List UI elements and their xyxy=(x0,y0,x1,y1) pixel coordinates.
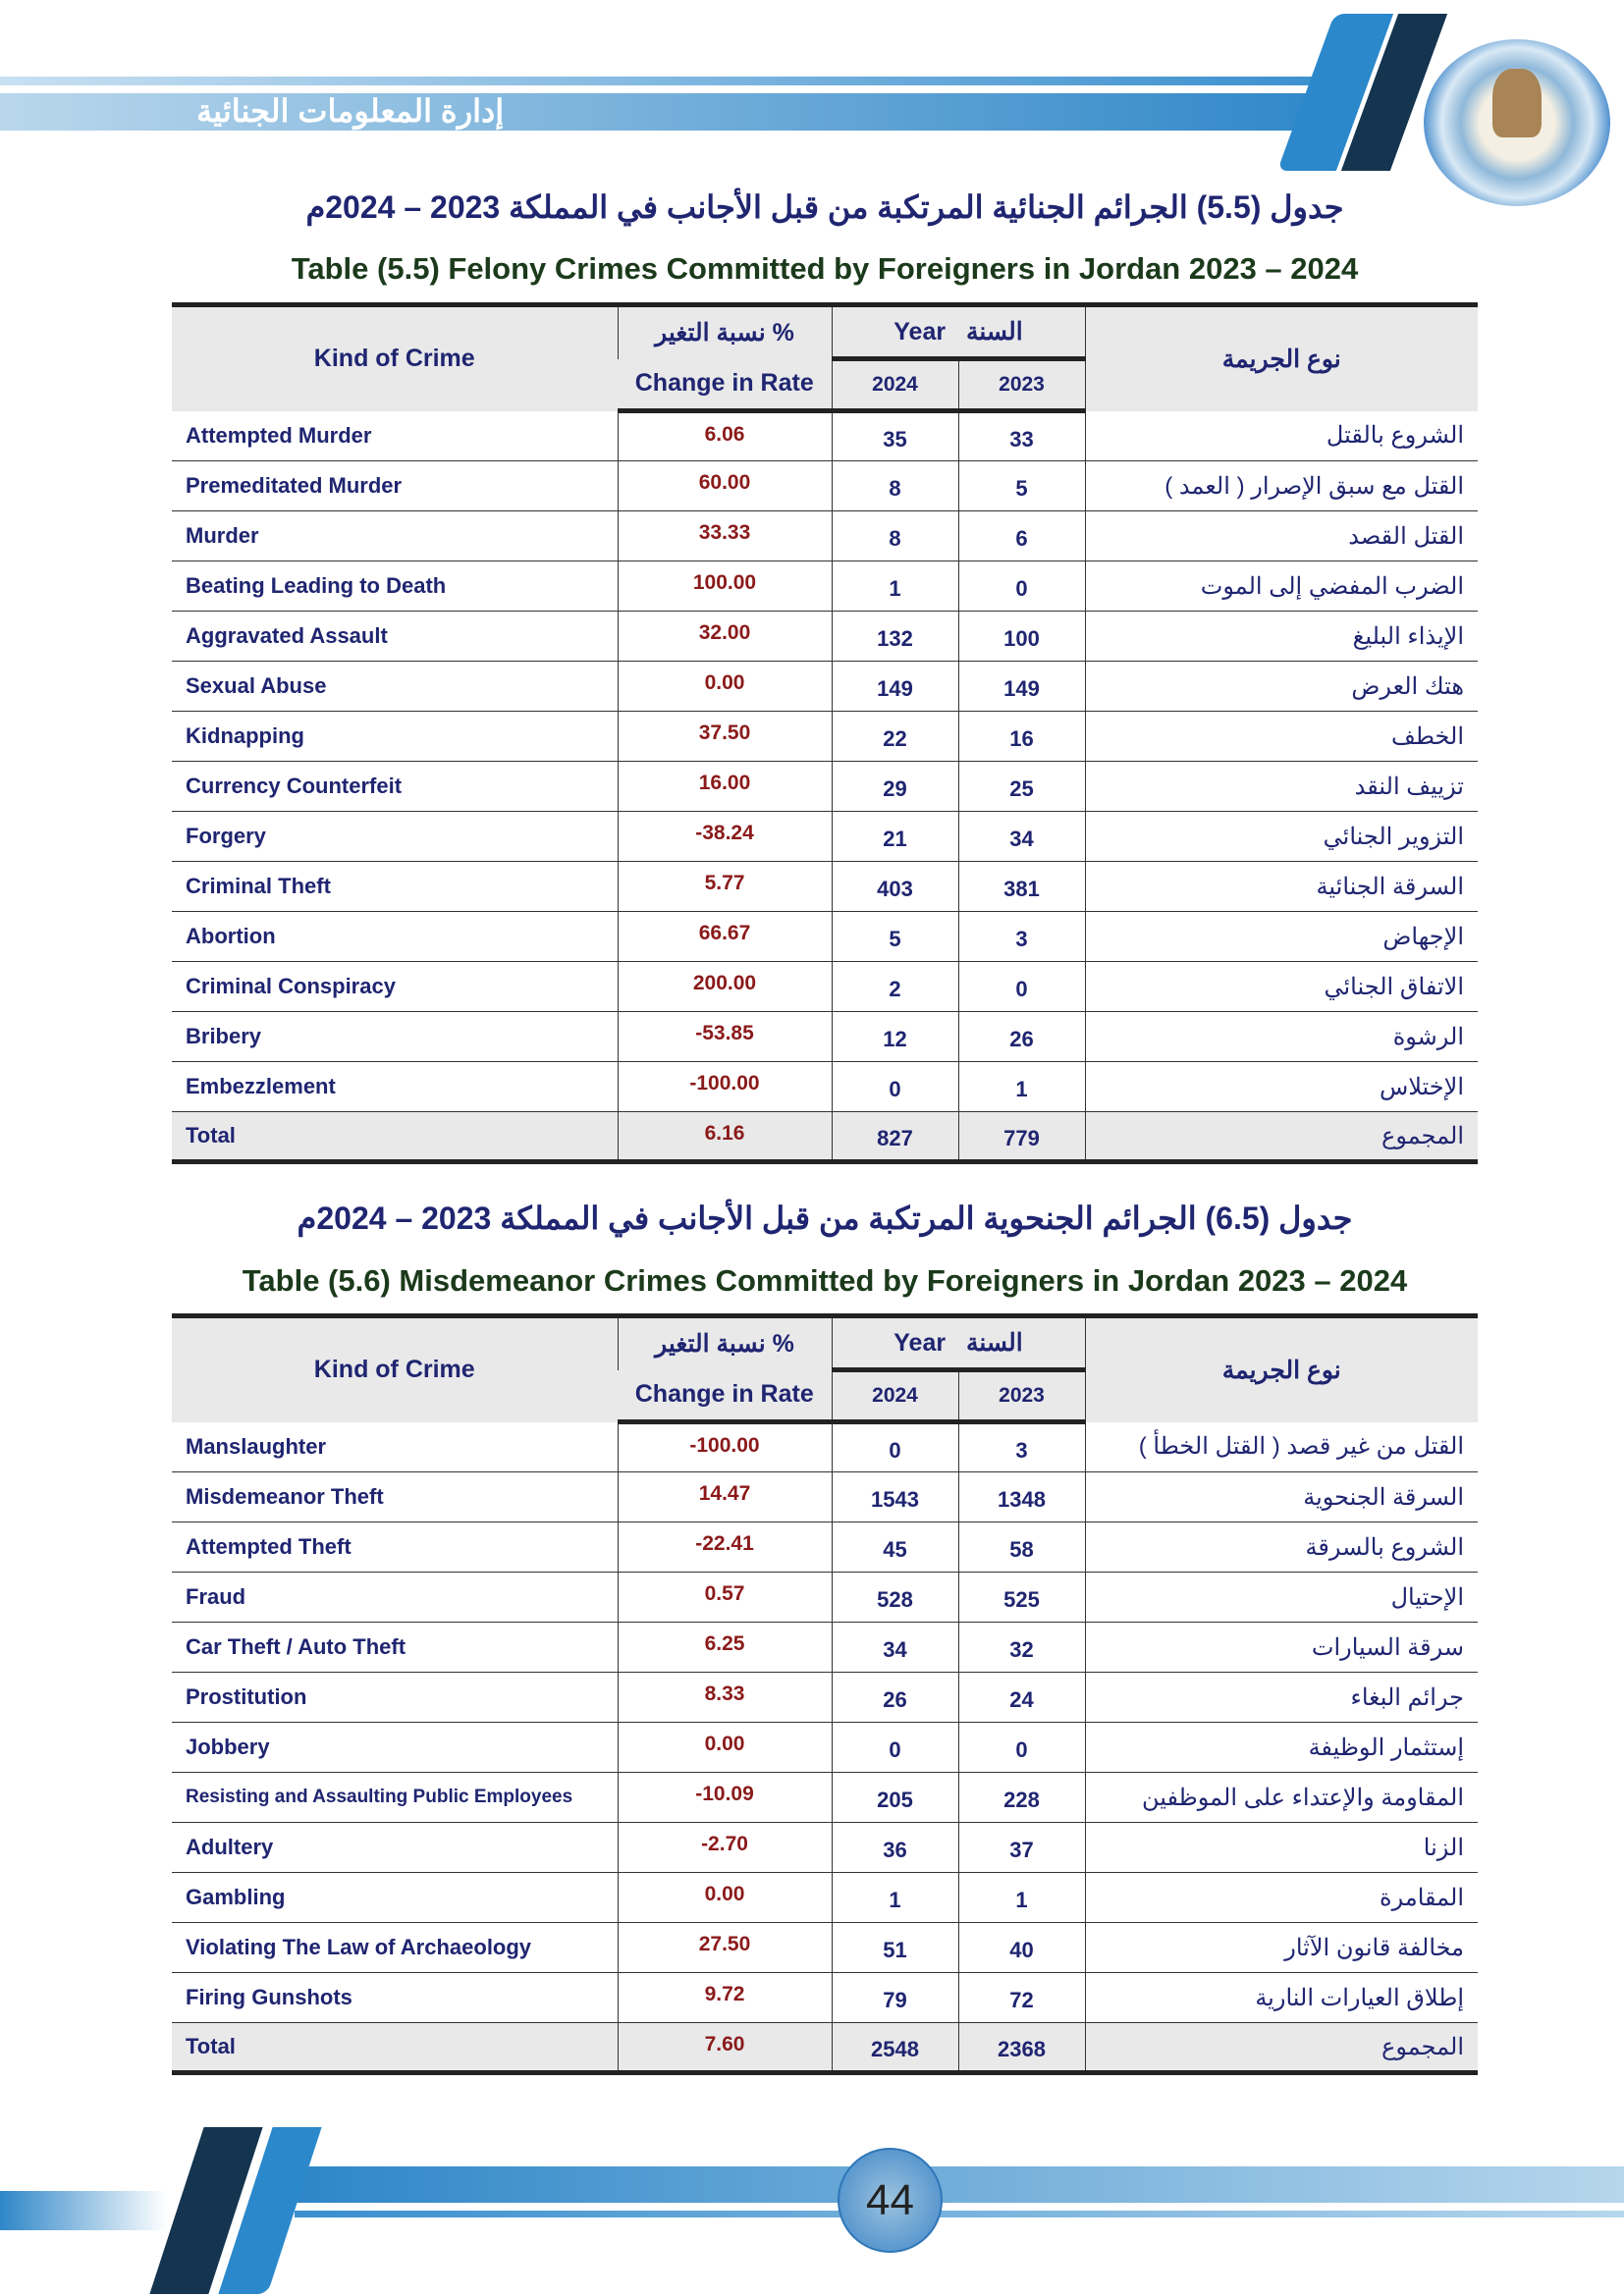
crime-name-en: Misdemeanor Theft xyxy=(172,1472,618,1522)
value-2023: 72 xyxy=(958,1973,1085,2023)
table1-title-ar: جدول (5.5) الجرائم الجنائية المرتكبة من قبل الأجانب في المملكة 2023 – 2024م xyxy=(305,189,1344,225)
value-2023: 26 xyxy=(958,1012,1085,1062)
crime-name-ar: المجموع xyxy=(1085,1112,1478,1162)
footer-stripe xyxy=(295,2211,1624,2217)
crime-name-en: Total xyxy=(172,1112,618,1162)
crime-name-ar: الرشوة xyxy=(1085,1012,1478,1062)
value-2024: 0 xyxy=(832,1723,958,1773)
change-rate: -22.41 xyxy=(618,1522,832,1573)
header-rate-ar: نسبة التغير % xyxy=(618,305,832,359)
value-2024: 22 xyxy=(832,712,958,762)
change-rate: 200.00 xyxy=(618,962,832,1012)
crime-name-en: Aggravated Assault xyxy=(172,612,618,662)
crime-name-ar: الاتفاق الجنائي xyxy=(1085,962,1478,1012)
value-2024: 34 xyxy=(832,1623,958,1673)
crime-name-ar: القتل من غير قصد ( القتل الخطأ ) xyxy=(1085,1422,1478,1472)
header-stripe xyxy=(0,77,1345,85)
table-row xyxy=(172,612,1478,662)
crime-name-ar: القتل القصد xyxy=(1085,511,1478,561)
department-title: إدارة المعلومات الجنائية xyxy=(196,93,505,129)
change-rate: 37.50 xyxy=(618,712,832,762)
crime-name-ar: القتل مع سبق الإصرار ( العمد ) xyxy=(1085,461,1478,511)
crime-name-ar: الشروع بالقتل xyxy=(1085,411,1478,461)
table-row xyxy=(172,1062,1478,1112)
header-year-en: Year xyxy=(893,1329,947,1357)
header-year-ar: السنة xyxy=(965,318,1023,346)
value-2024: 1543 xyxy=(832,1472,958,1522)
crime-name-ar: الخطف xyxy=(1085,712,1478,762)
crime-name-ar: السرقة الجنحوية xyxy=(1085,1472,1478,1522)
change-rate: 27.50 xyxy=(618,1923,832,1973)
crime-name-en: Attempted Theft xyxy=(172,1522,618,1573)
header-2023: 2023 xyxy=(958,1370,1085,1422)
change-rate: -100.00 xyxy=(618,1062,832,1112)
value-2023: 6 xyxy=(958,511,1085,561)
crime-name-ar: الضرب المفضي إلى الموت xyxy=(1085,561,1478,612)
value-2024: 36 xyxy=(832,1823,958,1873)
table2-title-en: Table (5.6) Misdemeanor Crimes Committed by Foreigners in Jordan 2023 – 2024 xyxy=(242,1263,1408,1298)
change-rate: -38.24 xyxy=(618,812,832,862)
crime-name-en: Jobbery xyxy=(172,1723,618,1773)
value-2024: 528 xyxy=(832,1573,958,1623)
change-rate: 16.00 xyxy=(618,762,832,812)
crime-name-en: Beating Leading to Death xyxy=(172,561,618,612)
crime-name-ar: الإختلاس xyxy=(1085,1062,1478,1112)
value-2024: 132 xyxy=(832,612,958,662)
change-rate: 6.16 xyxy=(618,1112,832,1162)
value-2024: 205 xyxy=(832,1773,958,1823)
header-2024: 2024 xyxy=(832,1370,958,1422)
value-2024: 1 xyxy=(832,561,958,612)
value-2023: 58 xyxy=(958,1522,1085,1573)
header-rate-ar: نسبة التغير % xyxy=(618,1316,832,1370)
crime-name-ar: الإيذاء البليغ xyxy=(1085,612,1478,662)
value-2024: 8 xyxy=(832,461,958,511)
crime-name-ar: جرائم البغاء xyxy=(1085,1673,1478,1723)
crime-name-en: Kidnapping xyxy=(172,712,618,762)
change-rate: 5.77 xyxy=(618,862,832,912)
change-rate: 0.00 xyxy=(618,1723,832,1773)
value-2023: 149 xyxy=(958,662,1085,712)
table-row xyxy=(172,762,1478,812)
change-rate: 8.33 xyxy=(618,1673,832,1723)
table-row xyxy=(172,1012,1478,1062)
header-2023: 2023 xyxy=(958,359,1085,411)
footer-stripe xyxy=(0,2191,167,2230)
crime-name-ar: إستثمار الوظيفة xyxy=(1085,1723,1478,1773)
value-2024: 5 xyxy=(832,912,958,962)
value-2023: 0 xyxy=(958,1723,1085,1773)
change-rate: 14.47 xyxy=(618,1472,832,1522)
crime-name-en: Fraud xyxy=(172,1573,618,1623)
total-row xyxy=(172,2023,1478,2073)
value-2024: 1 xyxy=(832,1873,958,1923)
value-2024: 51 xyxy=(832,1923,958,1973)
value-2024: 45 xyxy=(832,1522,958,1573)
value-2023: 228 xyxy=(958,1773,1085,1823)
value-2024: 827 xyxy=(832,1112,958,1162)
crime-name-en: Resisting and Assaulting Public Employees xyxy=(172,1773,618,1823)
table-row xyxy=(172,561,1478,612)
value-2023: 5 xyxy=(958,461,1085,511)
header-year xyxy=(832,305,1085,359)
table-row xyxy=(172,461,1478,511)
crime-name-ar: المقاومة والإعتداء على الموظفين xyxy=(1085,1773,1478,1823)
value-2023: 381 xyxy=(958,862,1085,912)
value-2024: 2 xyxy=(832,962,958,1012)
value-2024: 79 xyxy=(832,1973,958,2023)
table-row xyxy=(172,1573,1478,1623)
crime-name-en: Currency Counterfeit xyxy=(172,762,618,812)
crime-name-en: Prostitution xyxy=(172,1673,618,1723)
table-row xyxy=(172,1873,1478,1923)
crime-name-ar: الإجهاض xyxy=(1085,912,1478,962)
value-2023: 0 xyxy=(958,962,1085,1012)
header-kind-ar: نوع الجريمة xyxy=(1085,305,1478,411)
change-rate: 33.33 xyxy=(618,511,832,561)
crime-name-en: Firing Gunshots xyxy=(172,1973,618,2023)
table-row xyxy=(172,511,1478,561)
crime-name-ar: إطلاق العيارات النارية xyxy=(1085,1973,1478,2023)
footer-bar xyxy=(295,2166,1624,2203)
header-year xyxy=(832,1316,1085,1370)
misdemeanor-table xyxy=(172,1313,1478,2075)
crime-name-ar: الزنا xyxy=(1085,1823,1478,1873)
header-rate-en: Change in Rate xyxy=(618,359,832,411)
eagle-icon xyxy=(1492,69,1542,137)
header-2024: 2024 xyxy=(832,359,958,411)
table1-title-en: Table (5.5) Felony Crimes Committed by Foreigners in Jordan 2023 – 2024 xyxy=(291,251,1359,286)
crime-name-en: Premeditated Murder xyxy=(172,461,618,511)
table-row xyxy=(172,962,1478,1012)
value-2023: 33 xyxy=(958,411,1085,461)
value-2023: 40 xyxy=(958,1923,1085,1973)
value-2024: 149 xyxy=(832,662,958,712)
crime-name-en: Manslaughter xyxy=(172,1422,618,1472)
crime-name-ar: تزييف النقد xyxy=(1085,762,1478,812)
change-rate: 6.06 xyxy=(618,411,832,461)
total-row xyxy=(172,1112,1478,1162)
crime-name-en: Adultery xyxy=(172,1823,618,1873)
table-row xyxy=(172,1472,1478,1522)
header-year-en: Year xyxy=(893,318,947,346)
change-rate: -53.85 xyxy=(618,1012,832,1062)
crime-name-en: Attempted Murder xyxy=(172,411,618,461)
page-number: 44 xyxy=(838,2148,943,2253)
change-rate: 7.60 xyxy=(618,2023,832,2073)
table-row xyxy=(172,1422,1478,1472)
crime-name-en: Criminal Theft xyxy=(172,862,618,912)
table-row xyxy=(172,1673,1478,1723)
change-rate: 60.00 xyxy=(618,461,832,511)
value-2023: 1 xyxy=(958,1062,1085,1112)
table-row xyxy=(172,1823,1478,1873)
value-2023: 34 xyxy=(958,812,1085,862)
value-2023: 3 xyxy=(958,1422,1085,1472)
value-2024: 26 xyxy=(832,1673,958,1723)
value-2023: 1 xyxy=(958,1873,1085,1923)
crime-name-en: Bribery xyxy=(172,1012,618,1062)
change-rate: 0.00 xyxy=(618,1873,832,1923)
value-2024: 0 xyxy=(832,1062,958,1112)
crime-name-en: Total xyxy=(172,2023,618,2073)
table-row xyxy=(172,1723,1478,1773)
value-2023: 32 xyxy=(958,1623,1085,1673)
change-rate: -2.70 xyxy=(618,1823,832,1873)
crime-name-ar: سرقة السيارات xyxy=(1085,1623,1478,1673)
value-2024: 21 xyxy=(832,812,958,862)
value-2023: 525 xyxy=(958,1573,1085,1623)
value-2023: 1348 xyxy=(958,1472,1085,1522)
change-rate: 9.72 xyxy=(618,1973,832,2023)
header-kind-ar: نوع الجريمة xyxy=(1085,1316,1478,1422)
table-row xyxy=(172,411,1478,461)
table-row xyxy=(172,812,1478,862)
crime-name-en: Car Theft / Auto Theft xyxy=(172,1623,618,1673)
table-row xyxy=(172,912,1478,962)
table-row xyxy=(172,1522,1478,1573)
value-2023: 24 xyxy=(958,1673,1085,1723)
value-2024: 2548 xyxy=(832,2023,958,2073)
header-kind-en: Kind of Crime xyxy=(172,305,618,411)
value-2023: 37 xyxy=(958,1823,1085,1873)
table-row xyxy=(172,1623,1478,1673)
crime-name-ar: الشروع بالسرقة xyxy=(1085,1522,1478,1573)
value-2023: 2368 xyxy=(958,2023,1085,2073)
crime-name-en: Gambling xyxy=(172,1873,618,1923)
header-year-ar: السنة xyxy=(965,1329,1023,1357)
felony-table xyxy=(172,302,1478,1164)
crime-name-ar: الإحتيال xyxy=(1085,1573,1478,1623)
change-rate: 0.57 xyxy=(618,1573,832,1623)
value-2024: 0 xyxy=(832,1422,958,1472)
value-2023: 0 xyxy=(958,561,1085,612)
change-rate: 0.00 xyxy=(618,662,832,712)
change-rate: 100.00 xyxy=(618,561,832,612)
crime-name-en: Embezzlement xyxy=(172,1062,618,1112)
header-rate-en: Change in Rate xyxy=(618,1370,832,1422)
change-rate: 66.67 xyxy=(618,912,832,962)
value-2023: 779 xyxy=(958,1112,1085,1162)
value-2024: 403 xyxy=(832,862,958,912)
change-rate: 6.25 xyxy=(618,1623,832,1673)
table-row xyxy=(172,662,1478,712)
crime-name-ar: هتك العرض xyxy=(1085,662,1478,712)
crime-name-ar: المجموع xyxy=(1085,2023,1478,2073)
crime-name-en: Forgery xyxy=(172,812,618,862)
crime-name-en: Sexual Abuse xyxy=(172,662,618,712)
value-2024: 29 xyxy=(832,762,958,812)
table2-title-ar: جدول (6.5) الجرائم الجنحوية المرتكبة من قبل الأجانب في المملكة 2023 – 2024م xyxy=(297,1201,1353,1236)
value-2023: 16 xyxy=(958,712,1085,762)
table-row xyxy=(172,862,1478,912)
crime-name-en: Abortion xyxy=(172,912,618,962)
value-2023: 100 xyxy=(958,612,1085,662)
value-2023: 3 xyxy=(958,912,1085,962)
crime-name-ar: السرقة الجنائية xyxy=(1085,862,1478,912)
crime-name-ar: مخالفة قانون الآثار xyxy=(1085,1923,1478,1973)
change-rate: -10.09 xyxy=(618,1773,832,1823)
table-row xyxy=(172,1773,1478,1823)
value-2024: 12 xyxy=(832,1012,958,1062)
crime-name-en: Murder xyxy=(172,511,618,561)
crime-name-ar: المقامرة xyxy=(1085,1873,1478,1923)
value-2024: 8 xyxy=(832,511,958,561)
table-row xyxy=(172,712,1478,762)
table-row xyxy=(172,1923,1478,1973)
crime-name-en: Criminal Conspiracy xyxy=(172,962,618,1012)
table-row xyxy=(172,1973,1478,2023)
crime-name-en: Violating The Law of Archaeology xyxy=(172,1923,618,1973)
change-rate: -100.00 xyxy=(618,1422,832,1472)
value-2023: 25 xyxy=(958,762,1085,812)
value-2024: 35 xyxy=(832,411,958,461)
crime-name-ar: التزوير الجنائي xyxy=(1085,812,1478,862)
change-rate: 32.00 xyxy=(618,612,832,662)
header-kind-en: Kind of Crime xyxy=(172,1316,618,1422)
